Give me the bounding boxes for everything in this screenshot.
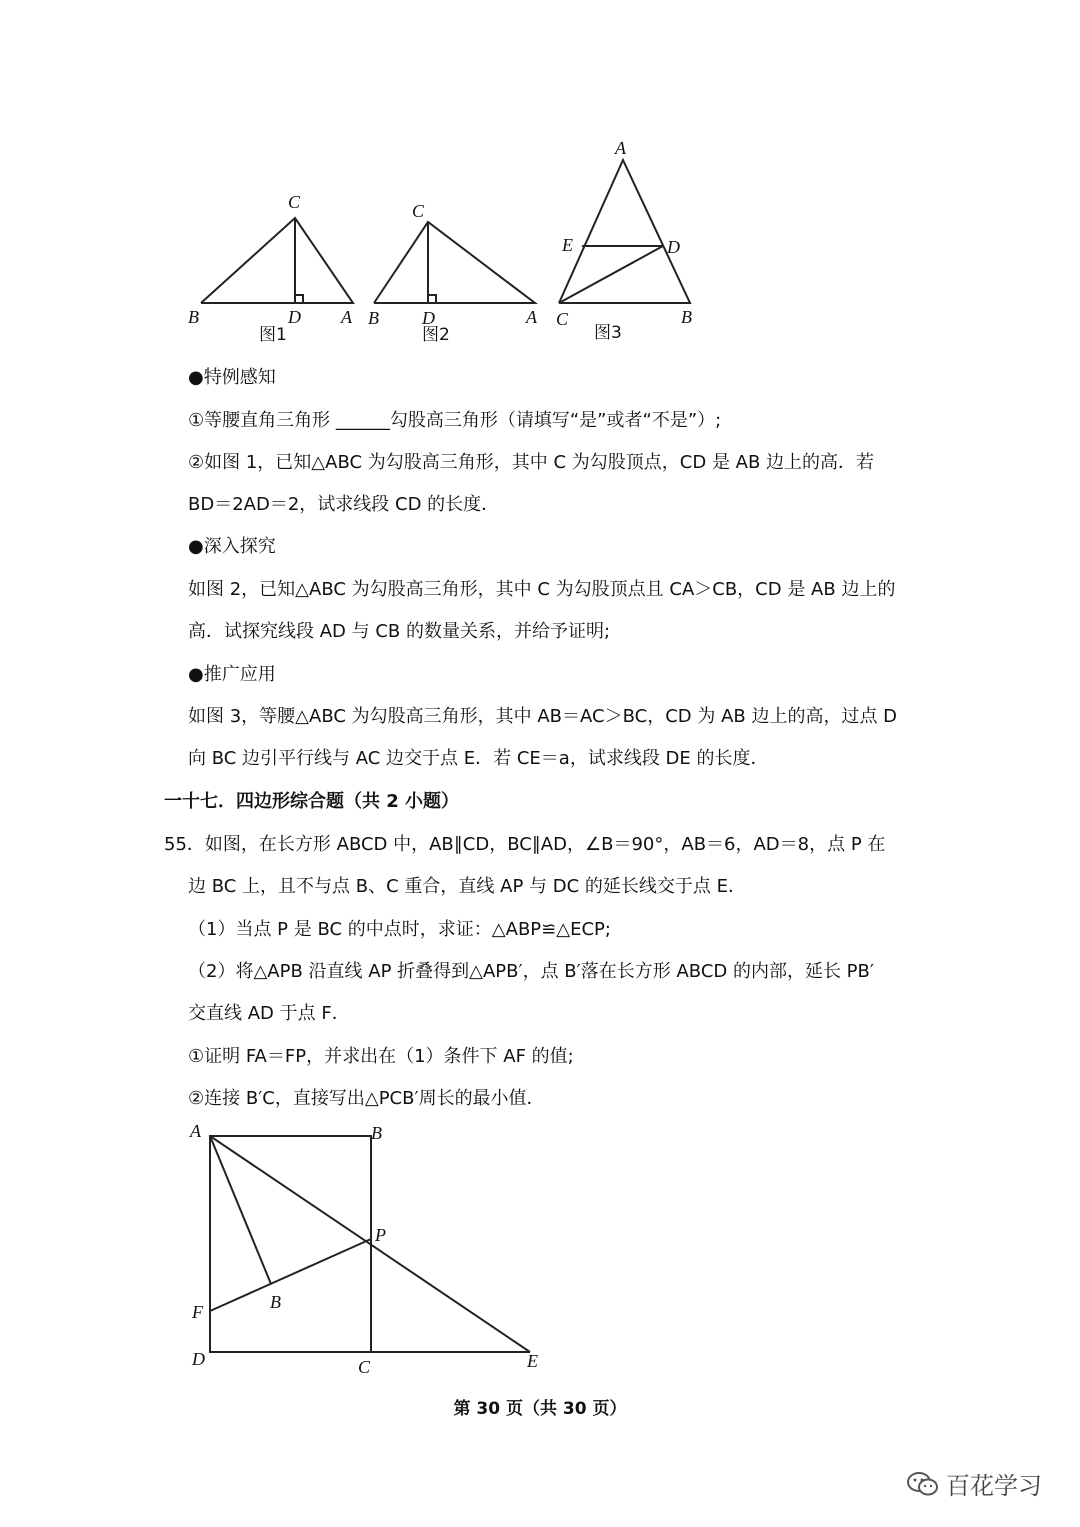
label-D: D: [192, 1349, 205, 1369]
explore-line1: 如图 2，已知△ABC 为勾股高三角形，其中 C 为勾股顶点且 CA＞CB，CD 是 AB 边上的: [188, 579, 896, 600]
fig3-label-C: C: [556, 309, 569, 329]
label-B: B: [371, 1123, 382, 1143]
question-2-line1: ②如图 1，已知△ABC 为勾股高三角形，其中 C 为勾股顶点，CD 是 AB 边上的高．若: [188, 452, 875, 473]
label-C: C: [358, 1357, 371, 1377]
question-2-line2: BD＝2AD＝2，试求线段 CD 的长度．: [188, 494, 500, 515]
label-A: A: [190, 1121, 201, 1141]
fig3-label-A: A: [615, 138, 626, 158]
question-1: ①等腰直角三角形 ______勾股高三角形（请填写“是”或者“不是”）;: [188, 410, 722, 431]
application-line2: 向 BC 边引平行线与 AC 边交于点 E．若 CE＝a，试求线段 DE 的长度．: [188, 748, 769, 769]
wechat-icon: [906, 1470, 940, 1498]
part-2-line2: 交直线 AD 于点 F．: [188, 1003, 350, 1024]
section-title: 一十七．四边形综合题（共 2 小题）: [164, 791, 460, 812]
fig3-label-D: D: [667, 237, 680, 257]
top-figures: [0, 120, 1080, 360]
label-E: E: [527, 1351, 538, 1371]
application-line1: 如图 3，等腰△ABC 为勾股高三角形，其中 AB＝AC＞BC，CD 为 AB 边上的高，过点 D: [188, 706, 898, 727]
fig1-label-D: D: [288, 307, 301, 327]
explore-line2: 高．试探究线段 AD 与 CB 的数量关系，并给予证明;: [188, 621, 611, 642]
fig2-label-D: D: [422, 308, 435, 328]
label-F: F: [192, 1302, 203, 1322]
page-footer: 第 30 页（共 30 页）: [453, 1399, 627, 1419]
problem-55-line2: 边 BC 上，且不与点 B、C 重合，直线 AP 与 DC 的延长线交于点 E．: [188, 876, 746, 897]
problem-55-line1: 55．如图，在长方形 ABCD 中，AB∥CD，BC∥AD，∠B＝90°，AB＝6，AD＝8，点 P 在: [164, 834, 886, 855]
heading-deep-explore: ●深入探究: [188, 536, 276, 557]
fig2-label-B: B: [368, 308, 379, 328]
fig1-label-A: A: [341, 307, 352, 327]
fig3-label-E: E: [562, 235, 573, 255]
heading-application: ●推广应用: [188, 664, 276, 685]
part-2-sub1: ①证明 FA＝FP，并求出在（1）条件下 AF 的值;: [188, 1046, 574, 1067]
fig3-caption: 图3: [594, 323, 622, 343]
part-2-line1: （2）将△APB 沿直线 AP 折叠得到△APB′，点 B′落在长方形 ABCD 的内部，延长 PB′: [188, 961, 874, 982]
fig1-caption: 图1: [259, 325, 287, 345]
watermark-text: 百花学习: [946, 1472, 1042, 1500]
fig1-label-C: C: [288, 192, 301, 212]
heading-special-case: ●特例感知: [188, 367, 276, 388]
part-1: （1）当点 P 是 BC 的中点时，求证：△ABP≌△ECP;: [188, 919, 611, 940]
part-2-sub2: ②连接 B′C，直接写出△PCB′周长的最小值．: [188, 1088, 545, 1109]
fig3-label-B: B: [681, 307, 692, 327]
fig1-label-B: B: [188, 307, 199, 327]
fig2-label-A: A: [526, 307, 537, 327]
fig2-label-C: C: [412, 201, 425, 221]
fig2-caption: 图2: [422, 325, 450, 345]
label-P: P: [375, 1225, 386, 1245]
watermark: [906, 1466, 1042, 1501]
label-B-prime: B: [270, 1292, 281, 1312]
rectangle-figure: [0, 1115, 600, 1385]
